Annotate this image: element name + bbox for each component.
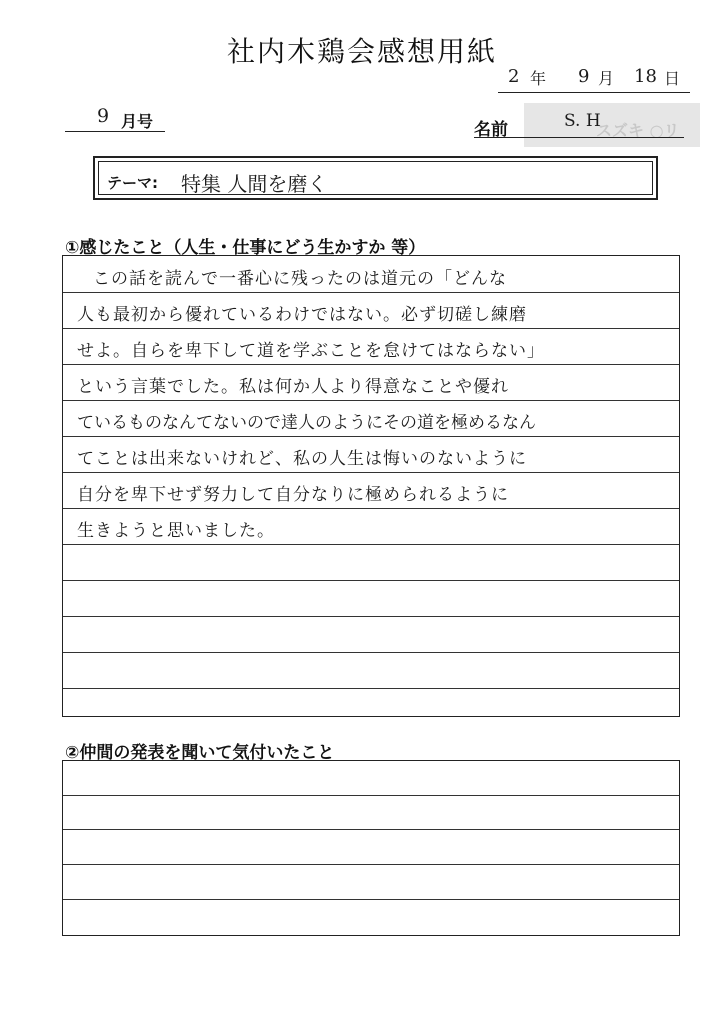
handwritten-line: ているものなんてないので達人のようにその道を極めるなん	[77, 413, 536, 433]
ruled-line	[63, 795, 679, 796]
date-field	[498, 66, 690, 93]
name-underline	[474, 137, 684, 138]
ruled-line	[63, 292, 679, 293]
date-month: 9	[578, 66, 590, 87]
theme-label: テーマ:	[107, 174, 158, 192]
date-day-unit: 日	[664, 69, 681, 88]
name-obscured-text: スズキ ○リ	[596, 121, 680, 140]
name-value: S. H	[564, 111, 601, 131]
ruled-line	[63, 864, 679, 865]
ruled-line	[63, 829, 679, 830]
form-title: 社内木鶏会感想用紙	[226, 35, 497, 68]
handwritten-line: この話を読んで一番心に残ったのは道元の「どんな	[93, 269, 507, 289]
handwritten-line: 人も最初から優れているわけではない。必ず切磋し練磨	[77, 305, 527, 325]
date-year: 2	[508, 66, 520, 87]
issue-number: 9	[97, 105, 110, 127]
handwritten-line: 生きようと思いました。	[77, 521, 275, 541]
ruled-line	[63, 436, 679, 437]
handwritten-line: 自分を卑下せず努力して自分なりに極められるように	[77, 485, 509, 505]
ruled-line	[63, 508, 679, 509]
handwritten-line: という言葉でした。私は何か人より得意なことや優れ	[77, 377, 509, 397]
theme-box	[93, 156, 658, 200]
ruled-line	[63, 616, 679, 617]
theme-inner-border	[98, 161, 653, 195]
section2-heading: ②仲間の発表を聞いて気付いたこと	[65, 743, 335, 763]
ruled-line	[63, 364, 679, 365]
date-day: 18	[634, 66, 657, 87]
ruled-line	[63, 688, 679, 689]
name-label: 名前	[474, 120, 508, 140]
handwritten-line: せよ。自らを卑下して道を学ぶことを怠けてはならない」	[77, 341, 545, 361]
ruled-line	[63, 328, 679, 329]
ruled-line	[63, 580, 679, 581]
date-month-unit: 月	[598, 69, 615, 88]
section1-heading: ①感じたこと（人生・仕事にどう生かすか 等）	[65, 238, 426, 258]
ruled-line	[63, 652, 679, 653]
handwritten-line: てことは出来ないけれど、私の人生は悔いのないように	[77, 449, 527, 469]
issue-unit: 月号	[121, 112, 154, 131]
theme-value: 特集 人間を磨く	[181, 172, 328, 196]
date-year-unit: 年	[530, 69, 547, 88]
section2-writing-box	[62, 760, 680, 936]
issue-field	[65, 105, 165, 132]
ruled-line	[63, 544, 679, 545]
ruled-line	[63, 899, 679, 900]
ruled-line	[63, 472, 679, 473]
section1-writing-box	[62, 255, 680, 717]
ruled-line	[63, 400, 679, 401]
